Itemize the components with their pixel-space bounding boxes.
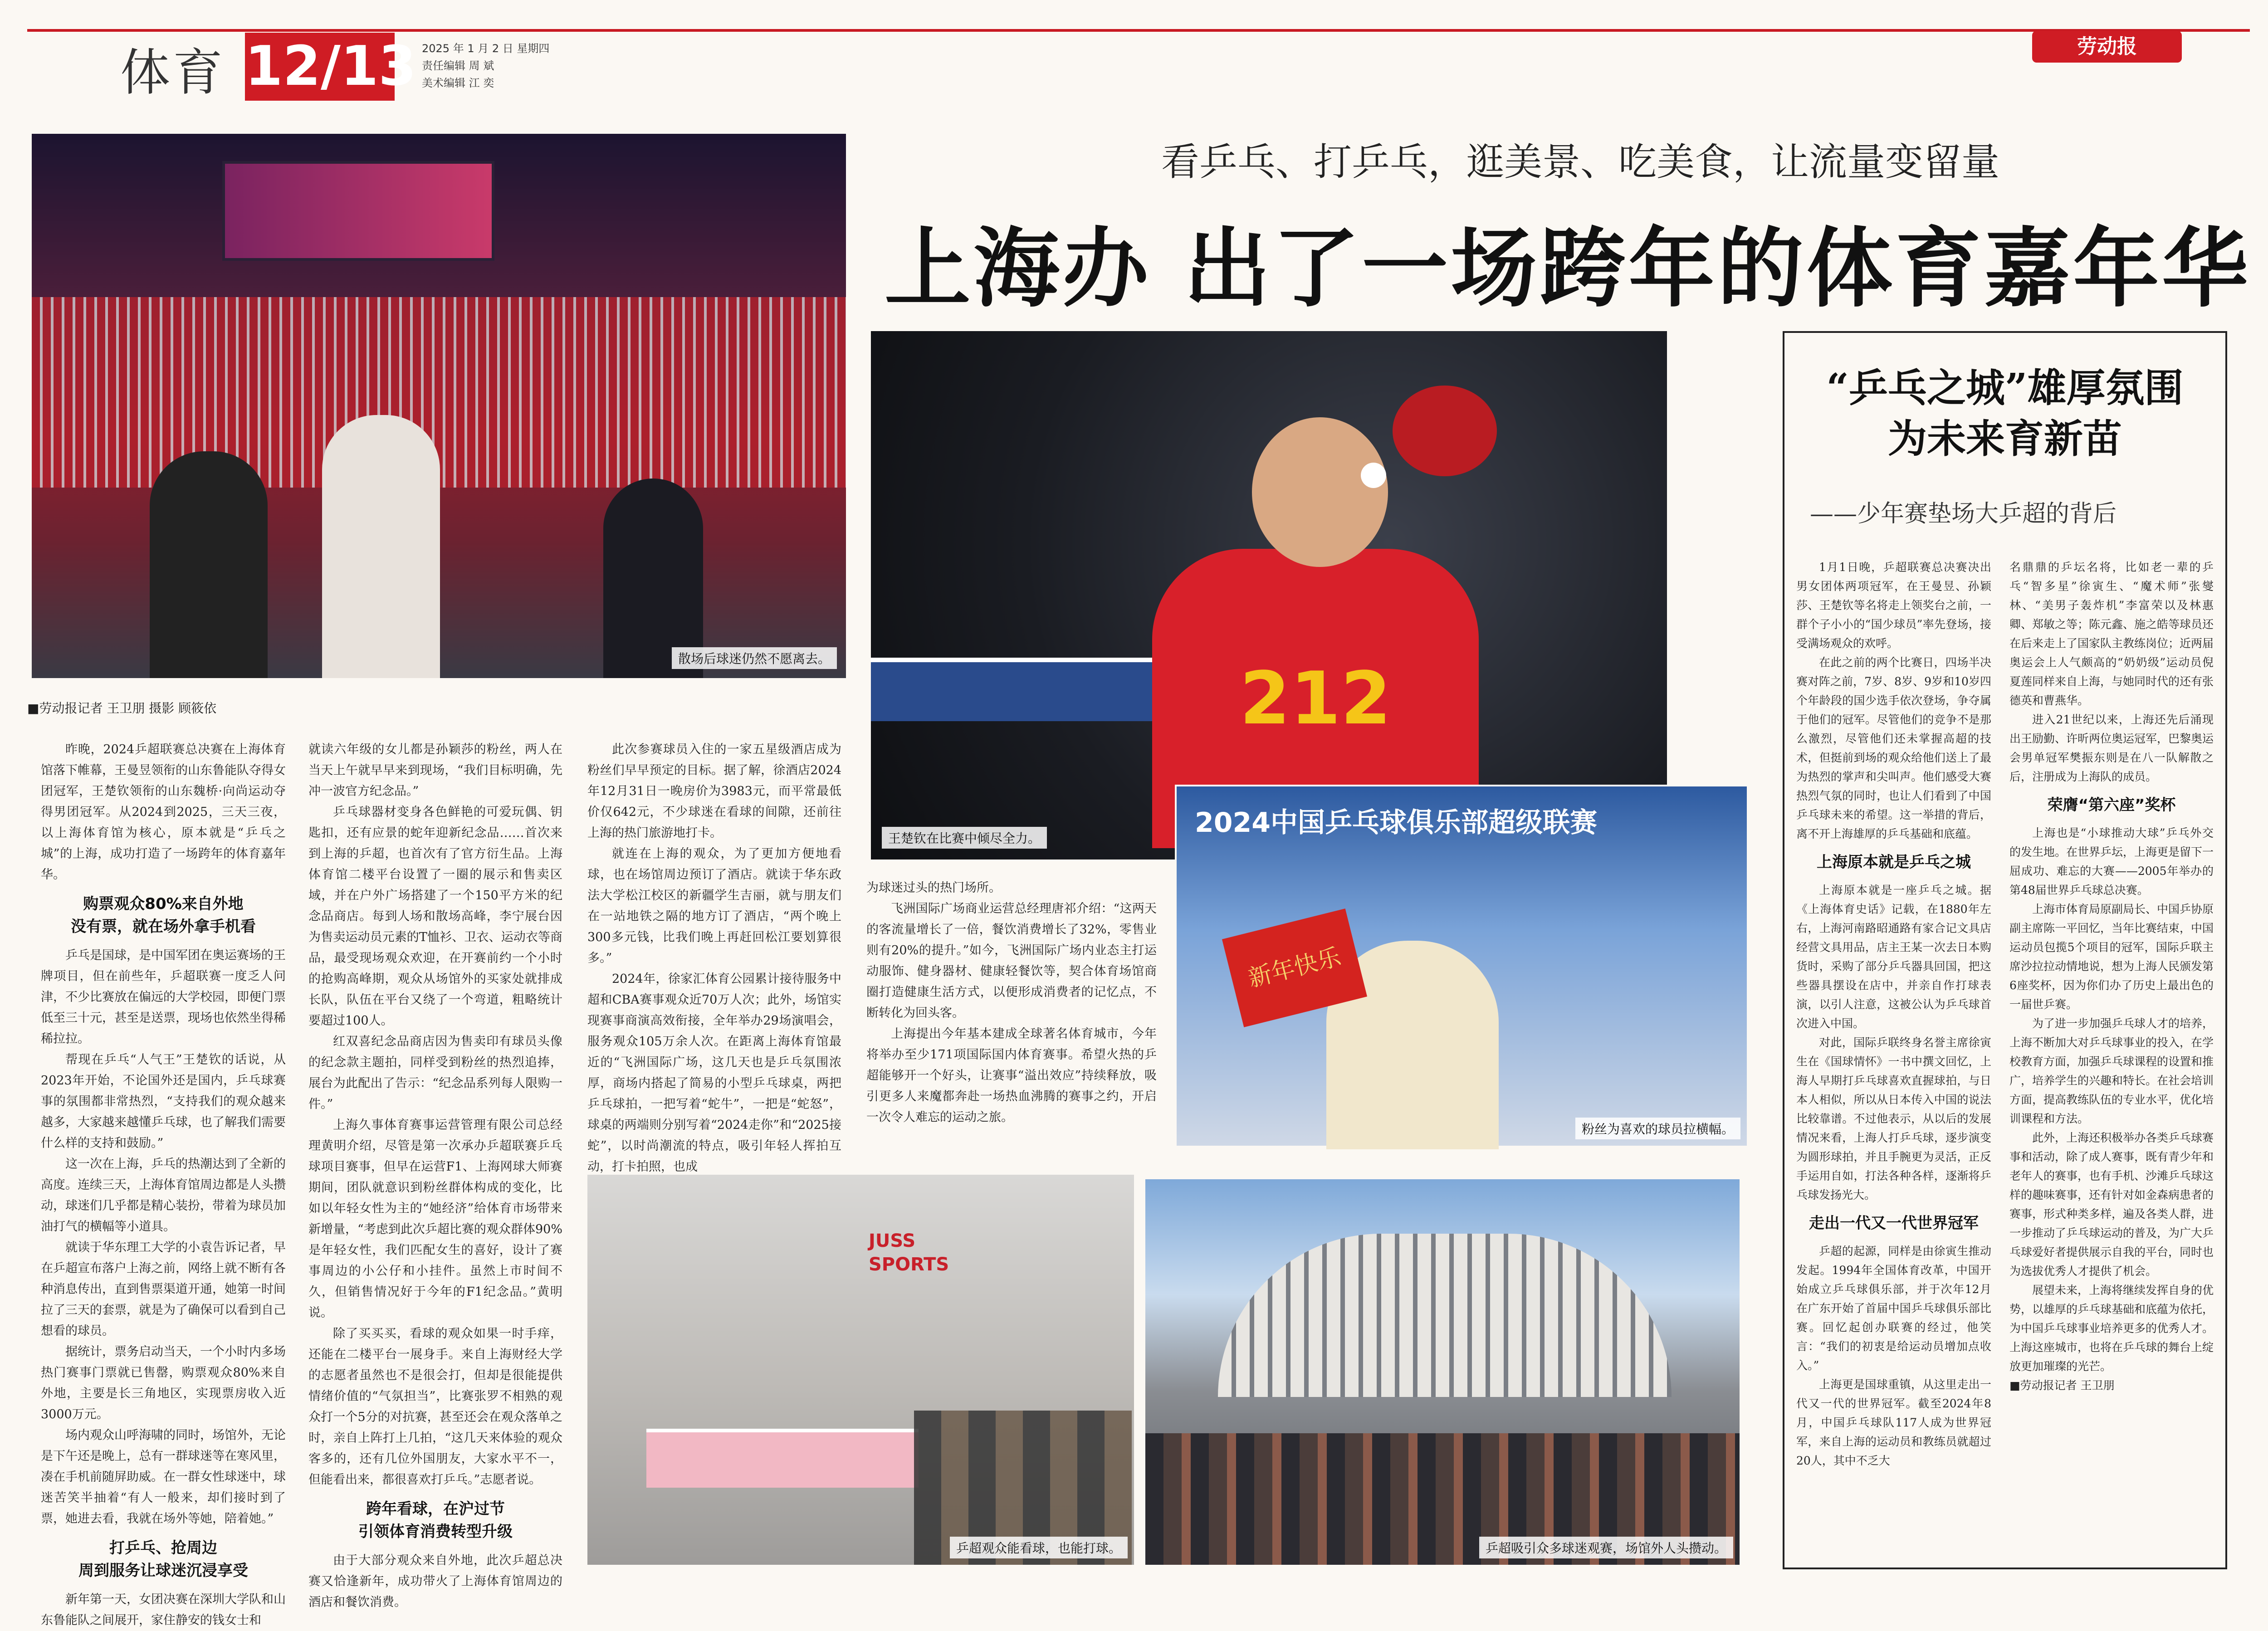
page-number: 12/13 xyxy=(245,33,395,101)
paragraph: 上海久事体育赛事运营管理有限公司总经理黄明介绍，尽管是第一次承办乒超联赛乒乓球项目赛事，但早在运营F1、上海网球大师赛期间，团队就意识到粉丝群体构成的变化，比如以年轻女性为主的“她经济”给体育市场带来新增量，“考虑到此次乒超比赛的观众群体90%是年轻女性，我们匹配女生的喜好，设计了赛事周边的小公仔和小挂件。虽然上市时间不久，但销售情况好于今年的F1纪念品。”黄明说。 xyxy=(308,1118,562,1320)
sidebar-subtitle: ——少年赛垫场大乒超的背后 xyxy=(1810,500,2117,527)
paragraph: 1月1日晚，乒超联赛总决赛决出男女团体两项冠军，在王曼昱、孙颖莎、王楚钦等名将走上领奖台之前，一群个子小小的“国少球员”率先登场，接受满场观众的欢呼。 xyxy=(1796,561,1991,650)
byline: ■劳动报记者 王卫朋 摄影 顾筱依 xyxy=(27,701,217,716)
paragraph: 上海市体育局原副局长、中国乒协原副主席陈一平回忆，当年比赛结束，中国运动员包揽5个项目的冠军，国际乒联主席沙拉拉动情地说，想为上海人民颁发第6座奖杯，因为你们办了历史上最出色的一届世乒赛。 xyxy=(2009,903,2214,1011)
sidebar-column-2 xyxy=(2009,558,2214,1395)
designer-credit: 美术编辑 江 奕 xyxy=(422,77,494,89)
photo-caption: 乒超观众能看球，也能打球。 xyxy=(950,1537,1128,1558)
paragraph: 飞洲国际广场商业运营总经理唐祁介绍：“这两天的客流量增长了一倍，餐饮消费增长了32%，零售业则有20%的提升。”如今，飞洲国际广场内业态主打运动服饰、健身器材、健康轻餐饮等，契合体育场馆商圈打造健康生活方式，以便形成消费者的记忆点，不断转化为回头客。 xyxy=(866,902,1157,1020)
ball-icon xyxy=(1361,463,1386,488)
paragraph: 昨晚，2024乒超联赛总决赛在上海体育馆落下帷幕，王曼昱领衔的山东鲁能队夺得女团冠军，王楚钦领衔的山东魏桥·向尚运动夺得男团冠军。从2024到2025，三天三夜，以上海体育馆为核心，原本就是“乒乓之城”的上海，成功打造了一场跨年的体育嘉年华。 xyxy=(41,742,286,882)
paragraph: 场内观众山呼海啸的同时，场馆外，无论是下午还是晚上，总有一群球迷等在寒风里，凑在手机前随屏助威。在一群女性球迷中，球迷苦笑半抽着“有人一般来，却们接时到了票，她进去看，我就在场外等她，陪着她。” xyxy=(41,1428,286,1526)
paragraph: 就连在上海的观众，为了更加方便地看球，也在场馆周边预订了酒店。就读于华东政法大学松江校区的新疆学生吉丽，就与朋友们在一站地铁之隔的地方订了酒店，“两个晚上300多元钱，比我们晚上再赶回松江要划算很多。” xyxy=(587,847,841,965)
paragraph: 为了进一步加强乒乓球人才的培养，上海不断加大对乒乓球事业的投入，在学校教育方面，加强乒乓球课程的设置和推广，培养学生的兴趣和特长。在社会培训方面，提高教练队伍的专业水平，优化培训课程和方法。 xyxy=(2009,1017,2214,1125)
paragraph: 帮现在乒乓“人气王”王楚钦的话说，从2023年开始，不论国外还是国内，乒乓球赛事的氛围都非常热烈，“支持我们的观众越来越多，大家越来越懂乒乓球，也了解我们需要什么样的支持和鼓励。” xyxy=(41,1053,286,1150)
subhead: 打乒乓、抢周边 周到服务让球迷沉浸享受 xyxy=(78,1539,248,1580)
subhead: 上海原本就是乒乓之城 xyxy=(1817,853,1971,871)
photo-caption: 乒超吸引众多球迷观赛，场馆外人头攒动。 xyxy=(1479,1537,1733,1558)
photo-caption: 王楚钦在比赛中倾尽全力。 xyxy=(882,827,1047,849)
editor-credit: 责任编辑 周 斌 xyxy=(422,59,494,72)
paragraph: 除了买买买，看球的观众如果一时手痒，还能在二楼平台一展身手。来自上海财经大学的志愿者虽然也不是很会打，但却是很能提供情绪价值的“气氛担当”，比赛张罗不相熟的观众打一个5分的对抗赛，甚至还会在观众落单之时，亲自上阵打上几拍，“这几天来体验的观众客多的，还有几位外国朋友，大家水平不一，但能看出来，都很喜欢打乒乓。”志愿者说。 xyxy=(308,1327,562,1487)
newspaper-logo: 劳动报 xyxy=(2032,31,2182,63)
paragraph: 乒乓是国球，是中国军团在奥运赛场的王牌项目，但在前些年，乒超联赛一度乏人问津，不少比赛放在偏远的大学校园，即便门票低至三十元，甚至是送票，现场也依然坐得稀稀拉拉。 xyxy=(41,948,286,1046)
sidebar-column-1 xyxy=(1796,558,1991,1470)
stadium-building xyxy=(1218,1234,1672,1397)
fan-sign: 新年快乐 xyxy=(1222,908,1367,1027)
paragraph: 在此之前的两个比赛日，四场半决赛对阵之前，7岁、8岁、9岁和10岁四个年龄段的国少选手依次登场，争夺属于他们的冠军。尽管他们的竞争不是那么激烈，尽管他们还未掌握高超的技术，但挺前到场的观众给他们送上了最为热烈的掌声和尖叫声。他们感受大赛热烈气氛的同时，也让人们看到了中国乒乓球未来的希望。这一举措的背后，离不开上海雄厚的乒乓基础和底蕴。 xyxy=(1796,656,1991,840)
paddle-icon xyxy=(1393,386,1497,476)
article-column-3 xyxy=(587,739,841,1177)
kicker: 看乒乓、打乒乓，逛美景、吃美食，让流量变留量 xyxy=(1161,140,2000,184)
player-jersey: 212 xyxy=(1152,549,1479,848)
photo-fan-banner xyxy=(1175,785,1749,1148)
section-name: 体育 xyxy=(120,44,225,102)
paragraph: 由于大部分观众来自外地，此次乒超总决赛又恰逢新年，成功带火了上海体育馆周边的酒店和餐饮消费。 xyxy=(308,1553,562,1609)
pingpong-table xyxy=(646,1429,919,1488)
paragraph: 此次参赛球员入住的一家五星级酒店成为粉丝们早早预定的目标。据了解，徐酒店2024年12月31日一晚房价为3983元，而平常最低价仅642元，不少球迷在看球的间隙，还前往上海的热门旅游地打卡。 xyxy=(587,742,841,840)
photo-stadium xyxy=(1145,1179,1740,1565)
paragraph: 2024年，徐家汇体育公园累计接待服务中超和CBA赛事观众近70万人次；此外，场馆实现赛事商演高效衔接，全年举办29场演唱会，服务观众105万余人次。在距离上海体育馆最近的“飞洲国际广场，这几天也是乒乓氛围浓厚，商场内搭起了简易的小型乒乓球桌，两把乒乓球拍，一把写着“蛇牛”，一把是“蛇怒”，球桌的两端则分别写着“2024走你”和“2025接蛇”，以时尚潮流的特点，吸引年轻人挥拍互动，打卡拍照，也成 xyxy=(587,972,841,1174)
article-column-2 xyxy=(308,739,562,1613)
paragraph: 上海也是“小球推动大球”乒乓外交的发生地。在世界乒坛，上海更是留下一屈成功、难忘的大赛——2005年举办的第48届世界乒乓球总决赛。 xyxy=(2009,826,2214,897)
paragraph: 新年第一天，女团决赛在深圳大学队和山东鲁能队之间展开，家住静安的钱女士和 xyxy=(41,1592,286,1627)
main-headline: 上海办 出了一场跨年的体育嘉年华 xyxy=(885,218,2251,319)
article-column-1 xyxy=(41,739,286,1631)
paragraph: 据统计，票务启动当天，一个小时内多场热门赛事门票就已售罄，购票观众80%来自外地，主要是长三角地区，实现票房收入近3000万元。 xyxy=(41,1345,286,1421)
paragraph: 此外，上海还积极举办各类乒乓球赛事和活动，除了成人赛事，既有青少年和老年人的赛事，也有手机、沙滩乒乓球这样的趣味赛事，还有针对如金森病患者的赛事，形式种类多样，遍及各类人群，进一步推动了乒乓球运动的普及，为广大乒乓球爱好者提供展示自我的平台，同时也为选拔优秀人才提供了机会。 xyxy=(2009,1131,2214,1278)
paragraph: 展望未来，上海将继续发挥自身的优势，以雄厚的乒乓球基础和底蕴为依托，为中国乒乓球事业培养更多的优秀人才。上海这座城市，也将在乒乓球的舞台上绽放更加璀璨的光芒。 xyxy=(2009,1284,2214,1373)
paragraph: 上海更是国球重镇，从这里走出一代又一代的世界冠军。截至2024年8月，中国乒乓球队117人成为世界冠军，来自上海的运动员和教练员就超过20人，其中不乏大 xyxy=(1796,1378,1991,1467)
sidebar-signature: ■劳动报记者 王卫朋 xyxy=(2009,1379,2115,1392)
paragraph: 就读于华东理工大学的小袁告诉记者，早在乒超宣布落户上海之前，网络上就不断有各种消息传出，直到售票渠道开通，她第一时间拉了三天的套票，就是为了确保可以看到自己想看的球员。 xyxy=(41,1240,286,1338)
issue-meta xyxy=(422,40,549,92)
article-column-4 xyxy=(866,878,1157,1128)
paragraph: 乒乓球器材变身各色鲜艳的可爱玩偶、钥匙扣，还有应景的蛇年迎新纪念品……首次来到上海的乒超，也首次有了官方衍生品。上海体育馆二楼平台设置了一圈的展示和售卖区域，并在户外广场搭建了一个150平方米的纪念品商店。每到人场和散场高峰，李宁展台因为售卖运动员元素的T恤衫、卫衣、运动衣等商品，最受现场观众欢迎，在开赛前约一个小时的抢购高峰期，观众从场馆外的买家处就排成长队，队伍在平台又绕了一个弯道，粗略统计要超过100人。 xyxy=(308,805,562,1028)
fan-figure xyxy=(322,415,440,678)
table-net xyxy=(871,658,1152,721)
paragraph: 名鼎鼎的乒坛名将，比如老一辈的乒乓“智多星”徐寅生、“魔术师”张燮林、“美男子轰炸机”李富荣以及林惠卿、郑敏之等；陈元鑫、施之皓等球员还在后来走上了国家队主教练岗位；近两届奥运会上人气颇高的“奶奶级”运动员倪夏莲同样来自上海，与她同时代的还有张德英和曹燕华。 xyxy=(2009,561,2214,707)
fan-figure xyxy=(150,451,268,678)
subhead: 荣膺“第六座”奖杯 xyxy=(2047,796,2176,814)
photo-player xyxy=(871,331,1667,859)
paragraph: 上海提出今年基本建成全球著名体育城市，今年将举办至少171项国际国内体育赛事。希望火热的乒超能够开一个好头，让赛事“溢出效应”持续释放，吸引更多人来魔都奔赴一场热血沸腾的赛事之约，开启一次令人难忘的运动之旅。 xyxy=(866,1027,1157,1124)
player-head xyxy=(1252,417,1388,567)
issue-date: 2025 年 1 月 2 日 星期四 xyxy=(422,42,550,55)
photo-store xyxy=(587,1175,1134,1565)
subhead: 跨年看球，在沪过节 引领体育消费转型升级 xyxy=(358,1500,513,1541)
paragraph: 对此，国际乒联终身名誉主席徐寅生在《国球情怀》一书中撰文回忆，上海人早期打乒乓球喜欢直握球拍，与日本人相似，所以从日本传入中国的说法比较靠谱。不过他表示，从以后的发展情况来看，上海人打乒乓球，逐步演变为圆形球拍，并且手腕更为灵活，正反手运用自如，打法各种各样，逐渐将乒乓球发扬光大。 xyxy=(1796,1036,1991,1201)
paragraph: 上海原本就是一座乒乓之城。据《上海体育史话》记载，在1880年左右，上海河南路昭通路有家合记文具店经营文具用品，店主王某一次去日本购货时，采购了部分乒乓器具回国，把这些器具摆设在店中，并亲自作打球表演，以引人注意，这被公认为乒乓球首次进入中国。 xyxy=(1796,884,1991,1030)
store-sign: JUSS SPORTS xyxy=(869,1231,949,1275)
banner-text: 2024中国乒乓球俱乐部超级联赛 xyxy=(1195,807,1597,839)
photo-arena-fans xyxy=(32,134,846,678)
paragraph: 这一次在上海，乒乓的热潮达到了全新的高度。连续三天，上海体育馆周边都是人头攒动，球迷们几乎都是精心装扮，带着为球员加油打气的横幅等小道具。 xyxy=(41,1157,286,1234)
paragraph: 就读六年级的女儿都是孙颖莎的粉丝，两人在当天上午就早早来到现场，“我们目标明确，先冲一波官方纪念品。” xyxy=(308,742,562,798)
photo-caption: 粉丝为喜欢的球员拉横幅。 xyxy=(1575,1118,1740,1139)
header-rule xyxy=(27,29,2250,32)
arena-screen xyxy=(222,161,494,261)
paragraph: 红双喜纪念品商店因为售卖印有球员头像的纪念款主题拍，同样受到粉丝的热烈追捧，展台为此配出了告示：“纪念品系列每人限购一件。” xyxy=(308,1035,562,1111)
sidebar-title: “乒乓之城”雄厚氛围 为未来育新苗 xyxy=(1826,365,2184,462)
paragraph: 乒超的起源，同样是由徐寅生推动发起。1994年全国体育改革，中国开始成立乒乓球俱乐部，并于次年12月在广东开始了首届中国乒乓球俱乐部比赛。回忆起创办联赛的经过，他笑言：“我们的初衷是给运动员增加点收入。” xyxy=(1796,1245,1991,1372)
paragraph: 进入21世纪以来，上海还先后涌现出王励勤、许昕两位奥运冠军，巴黎奥运会男单冠军樊振东则是在八一队解散之后，注册成为上海队的成员。 xyxy=(2009,713,2214,783)
subhead: 购票观众80%来自外地 没有票，就在场外拿手机看 xyxy=(71,895,256,936)
subhead: 走出一代又一代世界冠军 xyxy=(1809,1214,1979,1232)
paragraph: 为球迷过头的热门场所。 xyxy=(866,881,1001,895)
photo-caption: 散场后球迷仍然不愿离去。 xyxy=(672,647,837,669)
